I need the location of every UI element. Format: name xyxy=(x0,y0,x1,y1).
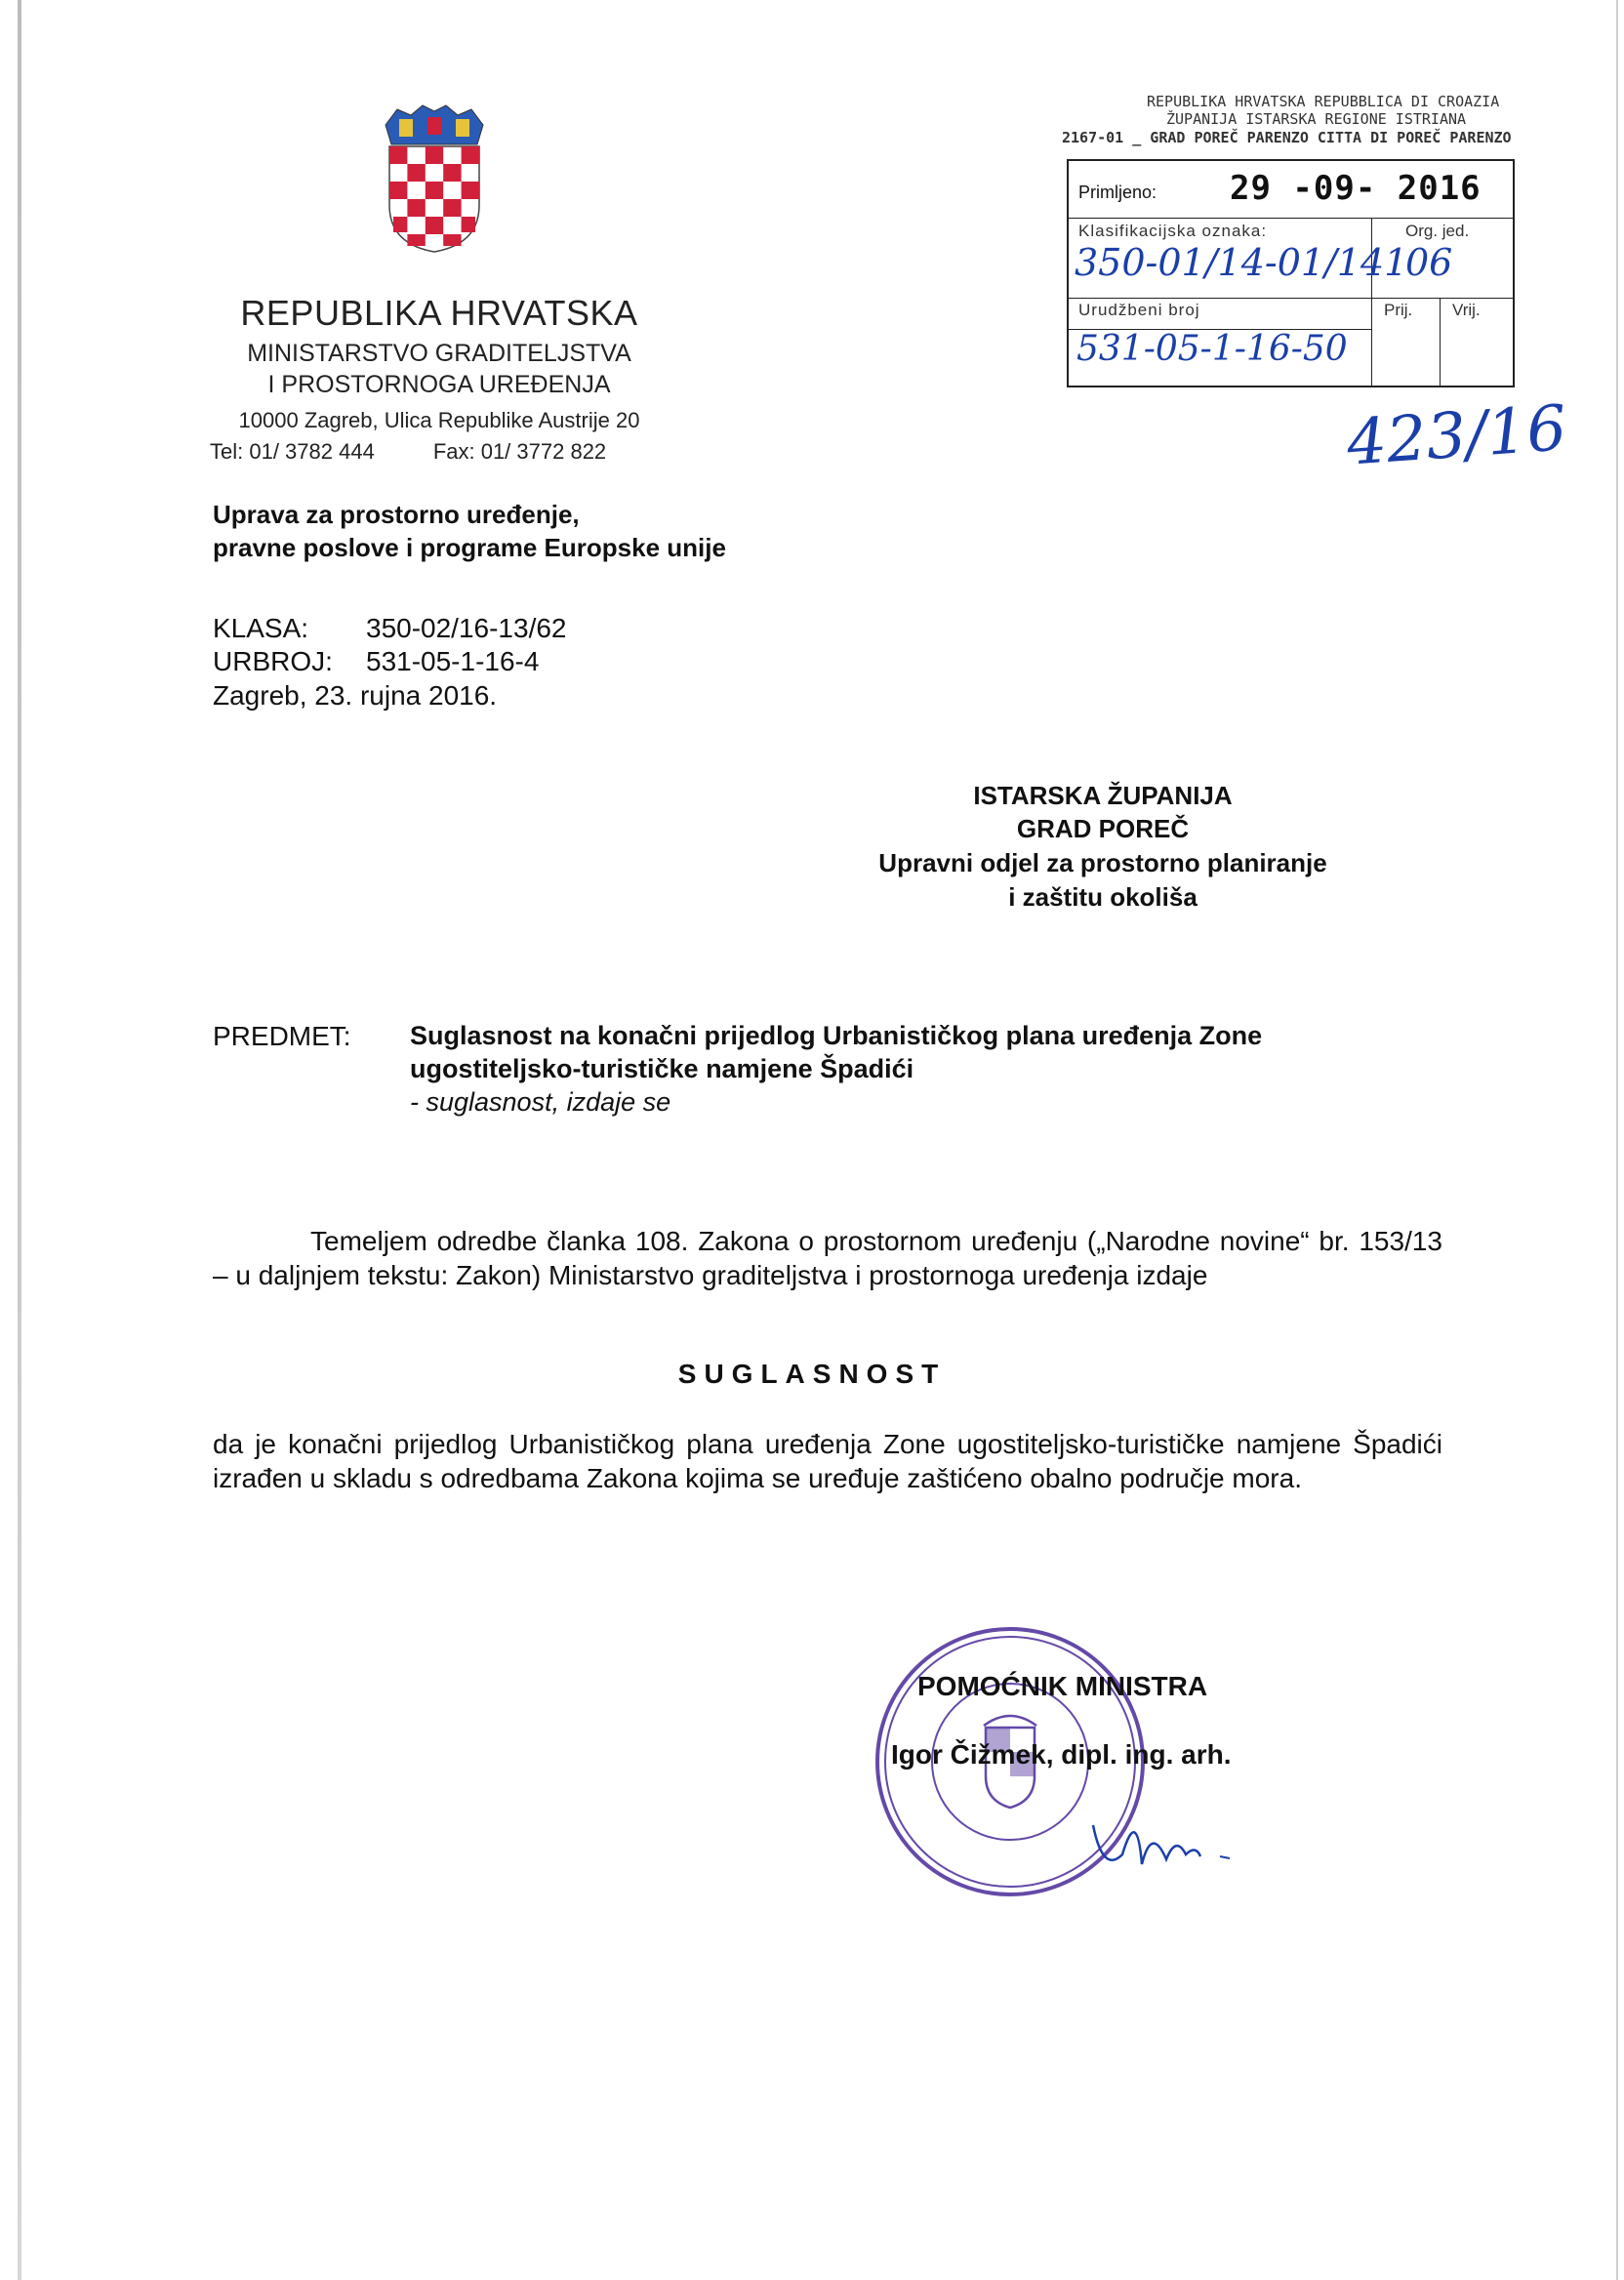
stamp-org-value: 06 xyxy=(1405,241,1453,284)
body-paragraph-1: Temeljem odredbe članka 108. Zakona o prostornom uređenju („Narodne novine“ br. 153/13 – u daljnjem tekstu: Zakon) Ministarstvo graditeljstva i prostornoga uređenja izdaje xyxy=(213,1226,1442,1290)
stamp-divider xyxy=(1440,298,1441,386)
subject-label: PREDMET: xyxy=(213,1021,351,1051)
klasa-value: 350-02/16-13/62 xyxy=(366,613,567,643)
approval-title: SUGLASNOST xyxy=(677,1359,947,1389)
handwritten-number: 423/16 xyxy=(1344,392,1569,480)
coat-of-arms-icon xyxy=(376,98,493,254)
body-paragraph-2: da je konačni prijedlog Urbanističkog plana uređenja Zone ugostiteljsko-turističke namjene Špadići izrađen u skladu s odredbama Zakona kojima se uređuje zaštićeno obalno područje mora. xyxy=(213,1429,1442,1493)
stamp-org-label: Org. jed. xyxy=(1405,222,1470,240)
signatory-name: Igor Čižmek, dipl. ing. arh. xyxy=(891,1739,1232,1770)
fax-number: Fax: 01/ 3772 822 xyxy=(432,439,607,464)
stamp-received-date: 29 -09- 2016 xyxy=(1230,169,1482,208)
stamp-vrij-label: Vrij. xyxy=(1452,301,1481,319)
phone-number: Tel: 01/ 3782 444 xyxy=(210,439,375,464)
contact-line xyxy=(210,439,606,465)
recipient-line1: ISTARSKA ŽUPANIJA xyxy=(973,781,1233,810)
ministry-address: 10000 Zagreb, Ulica Republike Austrije 20 xyxy=(238,408,640,432)
signatory-role: POMOĆNIK MINISTRA xyxy=(917,1671,1208,1701)
handwritten-signature-icon xyxy=(1083,1786,1249,1893)
reception-stamp xyxy=(1067,159,1515,387)
urbroj-value: 531-05-1-16-4 xyxy=(366,646,540,676)
stamp-header-line2: ŽUPANIJA ISTARSKA REGIONE ISTRIANA xyxy=(1166,110,1467,128)
stamp-registry-value: 531-05-1-16-50 xyxy=(1076,329,1348,369)
subject-line2: ugostiteljsko-turističke namjene Špadići xyxy=(410,1054,914,1083)
stamp-prij-label: Prij. xyxy=(1384,301,1413,319)
klasa-label: KLASA: xyxy=(213,613,309,643)
stamp-registry-label: Urudžbeni broj xyxy=(1078,301,1200,319)
ministry-name-line1: MINISTARSTVO GRADITELJSTVA xyxy=(247,340,631,367)
republic-name: REPUBLIKA HRVATSKA xyxy=(240,293,638,333)
recipient-line2: GRAD POREČ xyxy=(1016,814,1190,843)
stamp-received-label: Primljeno: xyxy=(1078,183,1157,202)
subject-line1: Suglasnost na konačni prijedlog Urbanističkog plana uređenja Zone xyxy=(410,1021,1263,1050)
document-date: Zagreb, 23. rujna 2016. xyxy=(213,680,498,711)
recipient-line3: Upravni odjel za prostorno planiranje xyxy=(878,848,1327,877)
recipient-line4: i zaštitu okoliša xyxy=(1008,882,1198,912)
stamp-header-line3: 2167-01 _ GRAD POREČ PARENZO CITTA DI POREČ PARENZO xyxy=(1062,129,1512,146)
urbroj-label: URBROJ: xyxy=(213,646,333,676)
stamp-classification-value: 350-01/14-01/141 xyxy=(1075,241,1408,284)
scan-edge xyxy=(18,0,21,2280)
department-line2: pravne poslove i programe Europske unije xyxy=(213,533,726,562)
department-line1: Uprava za prostorno uređenje, xyxy=(213,500,580,529)
ministry-name-line2: I PROSTORNOGA UREĐENJA xyxy=(267,371,611,398)
stamp-header-line1: REPUBLIKA HRVATSKA REPUBBLICA DI CROAZIA xyxy=(1147,93,1500,110)
scan-edge xyxy=(1616,0,1618,2280)
stamp-classification-label: Klasifikacijska oznaka: xyxy=(1078,222,1268,240)
subject-line3: - suglasnost, izdaje se xyxy=(410,1087,671,1117)
